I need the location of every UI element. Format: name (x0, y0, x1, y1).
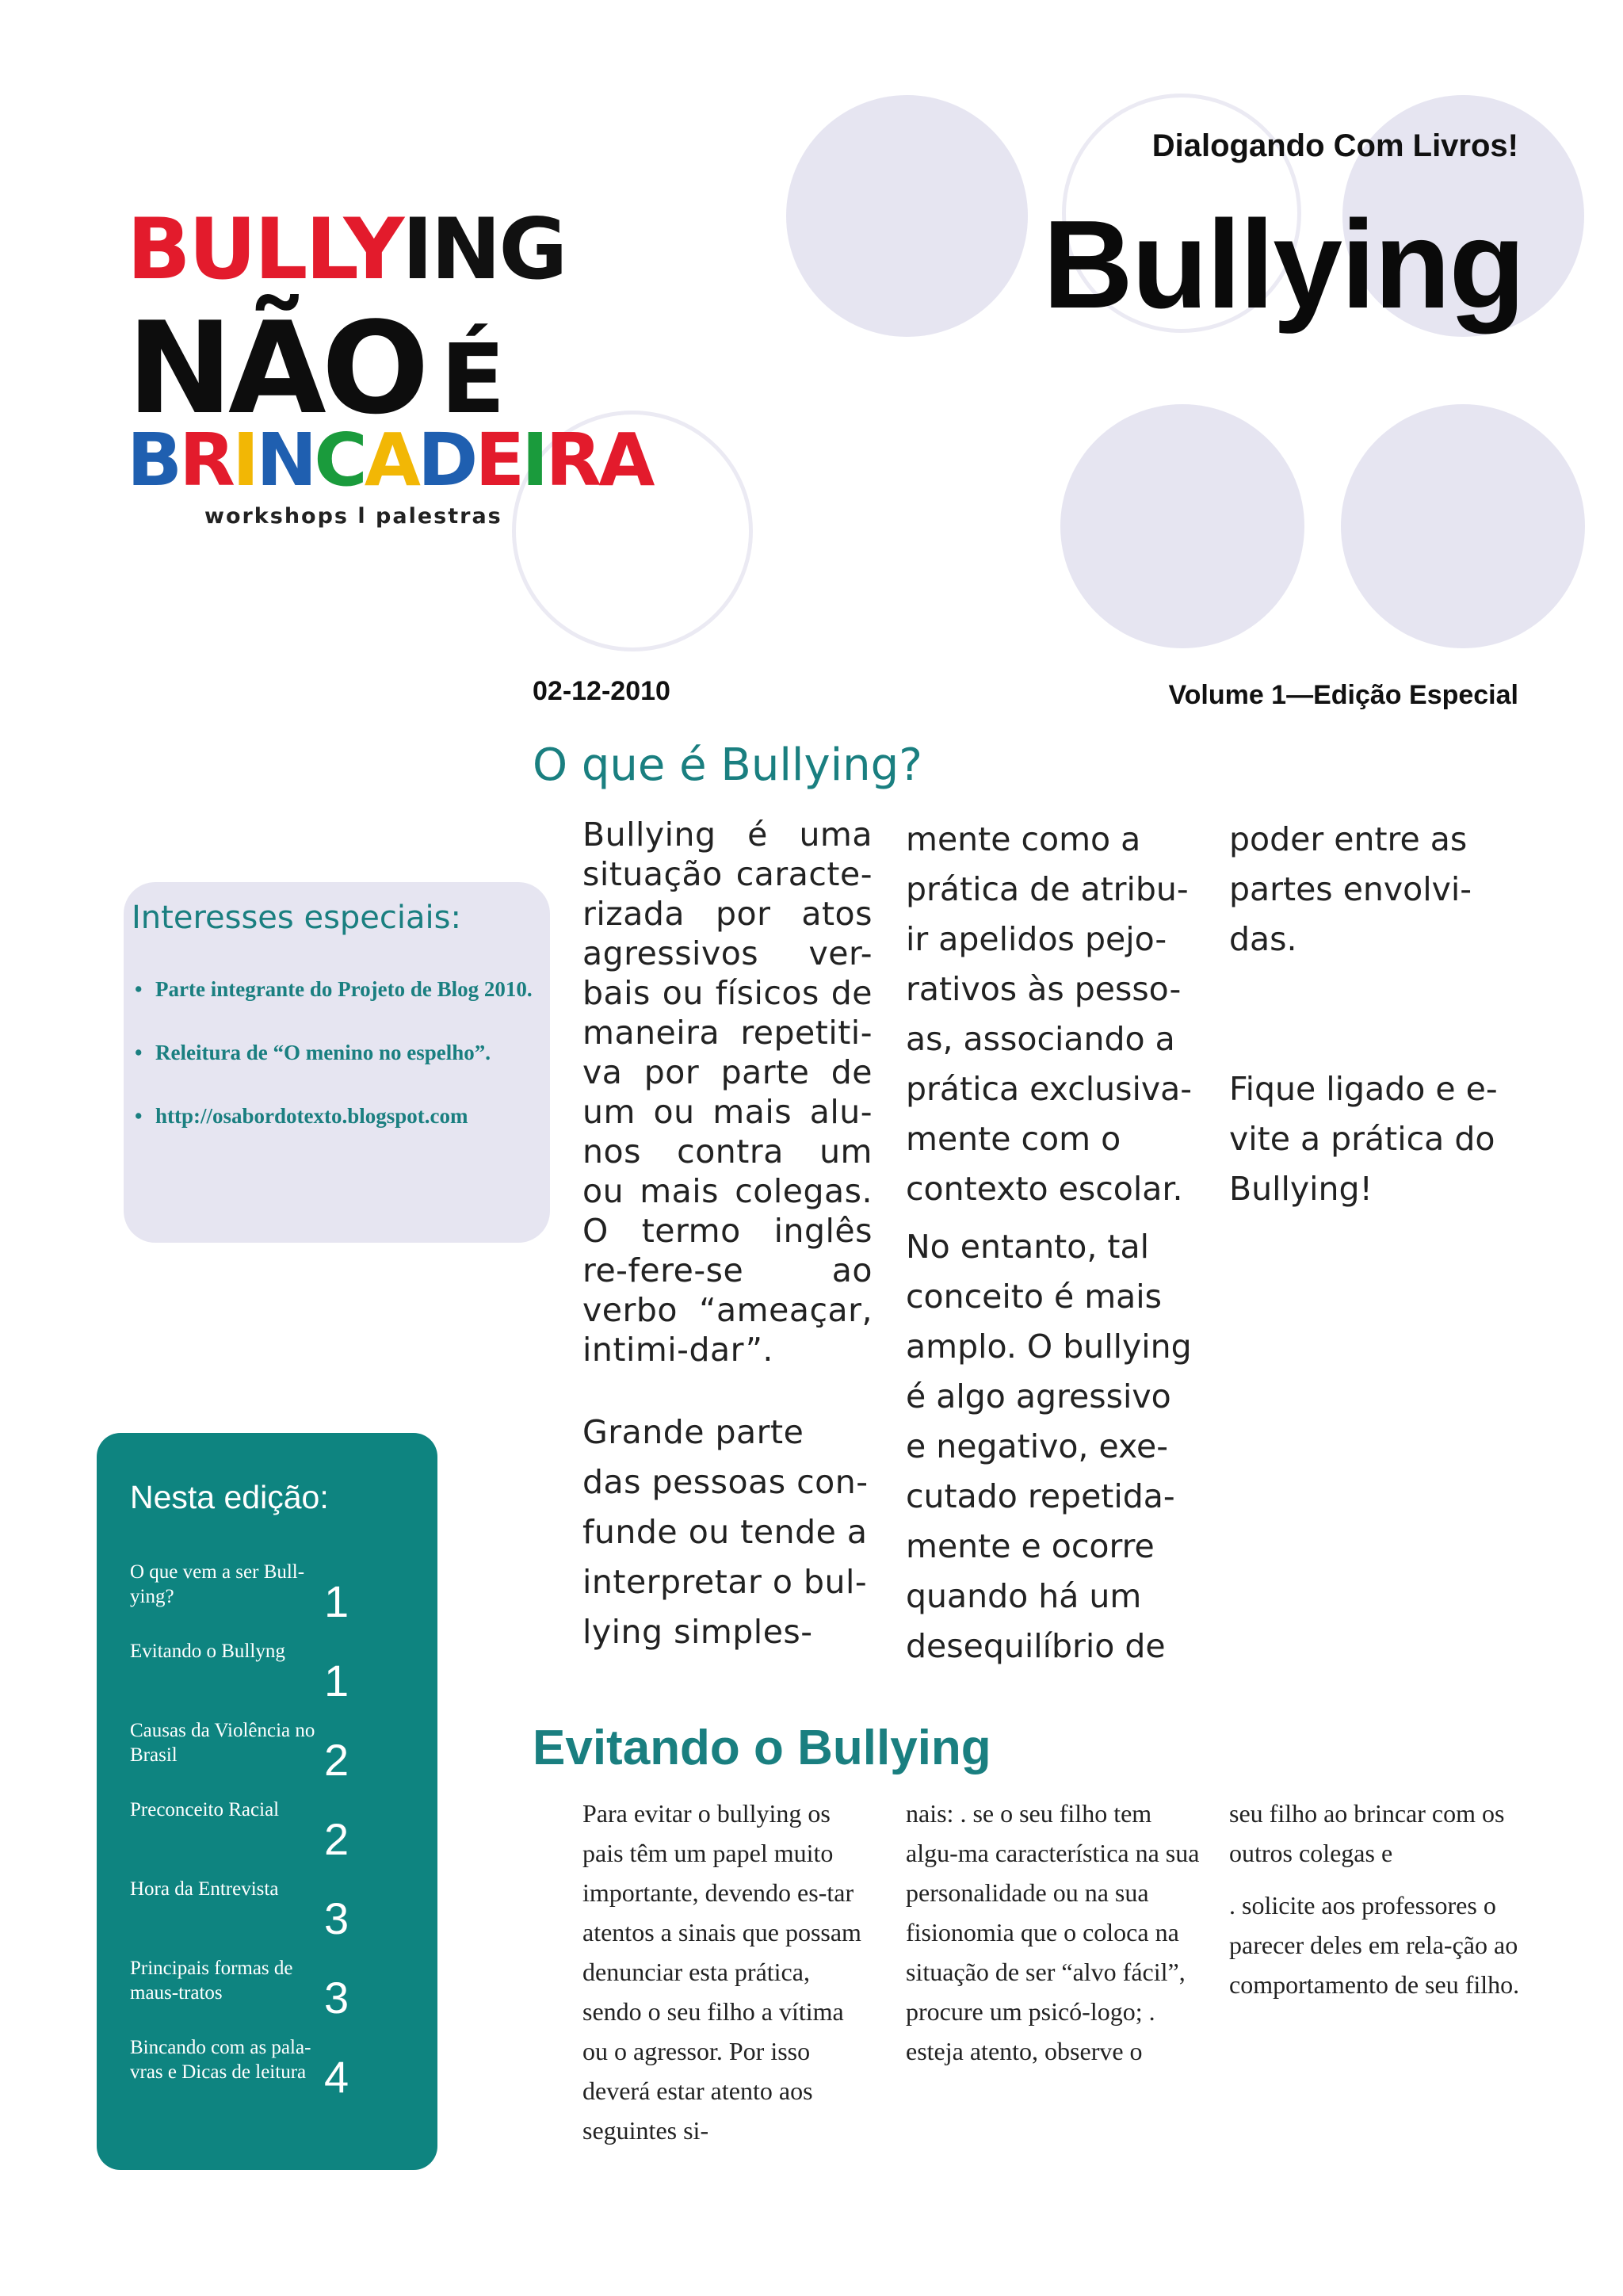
article1-paragraph: Bullying é uma situação caracte-rizada por atos agressivos ver-bais ou físicos de maneira repetiti-va por parte de um ou mais alu-nos contra um ou mais colegas. O termo inglês re-fere-se ao verbo “ameaçar, intimi-dar”. (582, 816, 873, 1369)
article1-paragraph: No entanto, tal conceito é mais amplo. O bullying é algo agressivo e negativo, exe-cutado repetida-mente e ocorre quando há um desequilíbrio de (906, 1228, 1192, 1665)
article2-column-1 (582, 1794, 868, 2150)
tagline: Dialogando Com Livros! (1151, 128, 1518, 163)
logo-letter: B (127, 418, 180, 502)
toc-item-page: 4 (324, 2052, 349, 2102)
toc-item-page: 2 (324, 1814, 349, 1864)
toc-item-page: 2 (324, 1735, 349, 1785)
logo-letter: I (521, 418, 546, 502)
toc-item-label: Causas da Violência no Brasil (130, 1720, 315, 1766)
decor-circle-1 (786, 95, 1028, 337)
special-interests-title: Interesses especiais: (132, 900, 461, 936)
logo-letter: C (314, 418, 365, 502)
article1-paragraph: mente como a prática de atribu-ir apelidos pejo-rativos às pesso-as, associando a prática exclusiva-mente com o contexto escolar. (906, 820, 1193, 1208)
logo-letter: R (545, 418, 599, 502)
toc-item-label: Bincando com as pala-vras e Dicas de leitura (130, 2037, 311, 2083)
article-title-avoiding-bullying: Evitando o Bullying (533, 1721, 991, 1775)
toc-item-label: O que vem a ser Bull-ying? (130, 1561, 305, 1607)
article2-column-3 (1229, 1794, 1530, 2004)
article1-callout: Fique ligado e e-vite a prática do Bullying! (1229, 1070, 1498, 1208)
special-interests-box (124, 882, 550, 1243)
issue-volume: Volume 1—Edição Especial (1168, 680, 1518, 710)
article1-column-1 (582, 815, 873, 1657)
logo-letter: I (231, 418, 257, 502)
article1-column-2 (906, 815, 1201, 1671)
toc-item-label: Principais formas de maus-tratos (130, 1958, 293, 2004)
issue-date: 02-12-2010 (533, 676, 670, 706)
toc-item[interactable] (130, 1718, 423, 1790)
special-interests-link[interactable]: • http://osabordotexto.blogspot.com (135, 1102, 540, 1130)
article1-column-3 (1229, 815, 1524, 1214)
logo-subtitle: workshops l palestras (204, 504, 502, 529)
article2-paragraph: Para evitar o bullying os pais têm um papel muito importante, devendo es-tar atentos a sinais que possam denunciar esta prática, sendo o seu filho a vítima ou o agressor. Por isso deverá estar atento aos seguintes si- (582, 1799, 861, 2145)
logo-line-brincadeira (127, 418, 652, 502)
logo-letter: R (179, 418, 232, 502)
toc-item-page: 3 (324, 1893, 349, 1943)
logo-line-nao-e: NÃO É (127, 294, 506, 442)
article2-column-2 (906, 1794, 1207, 2071)
toc-title: Nesta edição: (130, 1479, 329, 1515)
toc-item-page: 3 (324, 1973, 349, 2023)
article2-paragraph: seu filho ao brincar com os outros colegas e (1229, 1799, 1505, 1867)
decor-circle-3 (1060, 404, 1304, 648)
decor-circle-4 (1341, 404, 1585, 648)
toc-item-page: 1 (324, 1656, 349, 1706)
logo-letter: A (364, 418, 418, 502)
article-title-what-is-bullying: O que é Bullying? (533, 739, 922, 791)
logo-letter: E (475, 418, 522, 502)
article1-paragraph: poder entre as partes envolvi-das. (1229, 820, 1472, 958)
special-interests-item: • Releitura de “O menino no espelho”. (135, 1039, 540, 1067)
logo-letter: A (598, 418, 652, 502)
article1-paragraph: Grande parte das pessoas con-funde ou tende a interpretar o bul-lying simples- (582, 1413, 869, 1651)
toc-item[interactable] (130, 1956, 423, 2027)
article2-paragraph: nais: . se o seu filho tem algu-ma característica na sua personalidade ou na sua fisionomia que o coloca na situação de ser “alvo fácil”, procure um psicó-logo; . esteja atento, observe o (906, 1799, 1200, 2065)
toc-item[interactable] (130, 1877, 423, 1948)
toc-item[interactable] (130, 1639, 423, 1710)
toc-item-page: 1 (324, 1576, 349, 1626)
masthead-title: Bullying (1042, 195, 1524, 334)
toc-item-label: Preconceito Racial (130, 1799, 280, 1820)
article2-paragraph: . solicite aos professores o parecer deles em rela-ção ao comportamento de seu filho. (1229, 1891, 1520, 1999)
logo-letter: N (256, 418, 315, 502)
toc-item-label: Evitando o Bullyng (130, 1641, 285, 1662)
logo-letter: D (417, 418, 475, 502)
special-interests-list (135, 976, 540, 1166)
special-interests-item: • Parte integrante do Projeto de Blog 2010. (135, 976, 540, 1003)
table-of-contents (97, 1433, 437, 2170)
logo-line-bullying: BULLYING (127, 201, 566, 298)
toc-item-label: Hora da Entrevista (130, 1878, 279, 1900)
toc-item[interactable] (130, 1797, 423, 1869)
toc-item[interactable] (130, 1560, 423, 1631)
toc-item[interactable] (130, 2035, 423, 2107)
